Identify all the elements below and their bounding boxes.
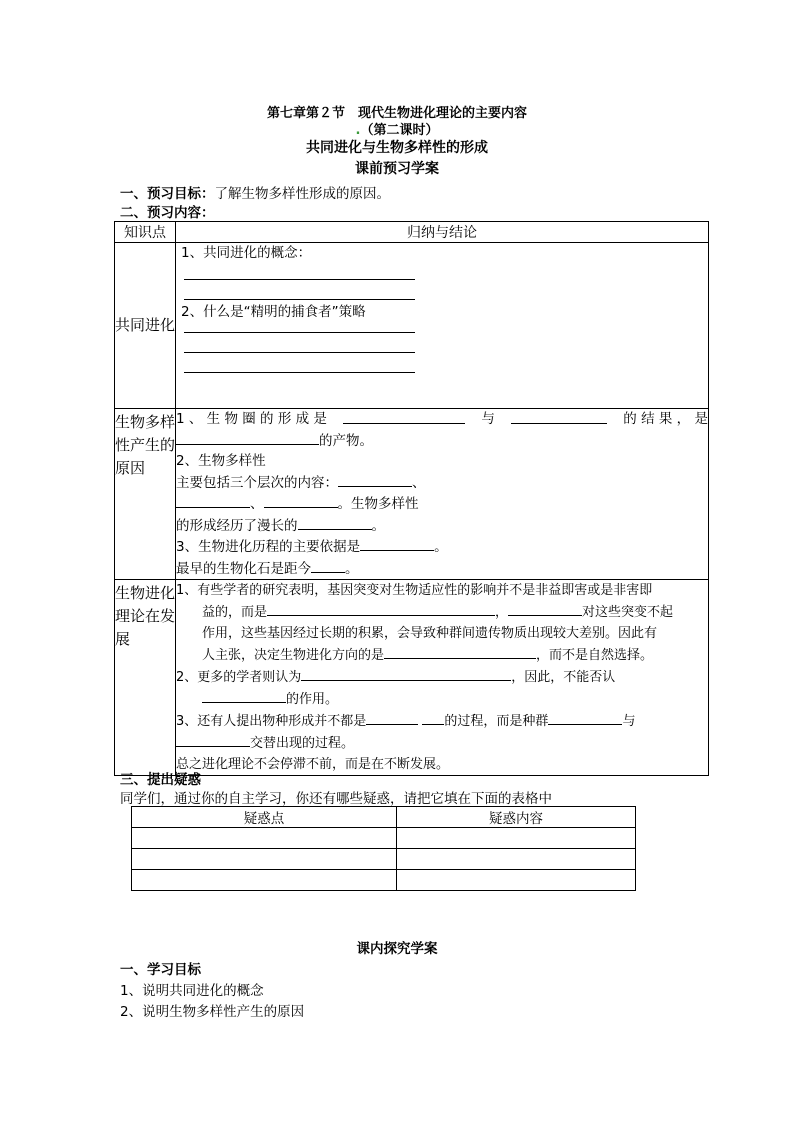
- topic-title: 共同进化与生物多样性的形成: [306, 140, 488, 156]
- row3-p1-line2: [176, 601, 708, 623]
- inclass-item: 1、说明共同进化的概念: [120, 983, 264, 999]
- inclass-item: 2、说明生物多样性产生的原因: [120, 1004, 305, 1020]
- header-knowledge-point: 知识点: [115, 222, 176, 243]
- row2-content: [176, 409, 709, 580]
- goal-label: 一、预习目标：: [120, 186, 215, 202]
- content-label: 二、预习内容：: [120, 205, 215, 221]
- row2-t3b: 、: [412, 474, 426, 491]
- row3-p3d: 交替出现的过程。: [250, 736, 355, 751]
- preview-table: [114, 221, 709, 776]
- blank[interactable]: [366, 710, 418, 725]
- blank[interactable]: [511, 409, 607, 424]
- doubt-cell[interactable]: [132, 828, 397, 849]
- preview-goal: [120, 182, 390, 202]
- row3-p1e: 作用，这些基因经过长期的积累，会导致种群间遗传物质出现较大差别。因此有: [202, 626, 658, 641]
- blank[interactable]: [202, 688, 286, 703]
- blank[interactable]: [384, 644, 536, 659]
- row2-t5b: 。: [371, 517, 385, 534]
- row3-p2a: 2、更多的学者则认为: [176, 670, 302, 685]
- row-label-diversity: [115, 409, 176, 580]
- blank[interactable]: [267, 601, 495, 616]
- row3-p1c: ，: [495, 605, 509, 620]
- row3-p1f: 人主张，决定生物进化方向的是: [202, 648, 385, 663]
- green-dot-icon: .: [355, 123, 361, 138]
- row3-p3-line1: [176, 710, 708, 732]
- row3-label-text: 生物进化理论在发展: [115, 584, 176, 648]
- row2-line4: [176, 472, 708, 494]
- row2-line6: [176, 515, 708, 537]
- row2-t5a: 的形成经历了漫长的: [176, 517, 298, 534]
- answer-line[interactable]: [184, 371, 415, 373]
- lesson-label: [0, 119, 794, 138]
- doubt-header-point: 疑惑点: [132, 807, 397, 828]
- row-label-theory: [115, 580, 176, 776]
- blank[interactable]: [343, 409, 465, 424]
- header-summary: 归纳与结论: [176, 222, 709, 243]
- row3-p1-line4: [176, 644, 708, 666]
- row2-t6b: 。: [434, 539, 448, 555]
- row2-t1b: 与: [481, 411, 495, 427]
- row3-p1a: 1、有些学者的研究表明，基因突变对生物适应性的影响并不是非益即害或是非害即: [176, 583, 653, 598]
- row3-p2-line2: [176, 688, 708, 710]
- row2-t1d: 的产物。: [319, 432, 373, 449]
- row2-t7b: 。: [345, 560, 359, 577]
- blank[interactable]: [548, 710, 622, 725]
- row3-p2-line1: [176, 666, 708, 688]
- row3-p2c: 的作用。: [286, 692, 339, 707]
- doubt-cell[interactable]: [397, 828, 636, 849]
- row1-content: [176, 243, 709, 409]
- chapter-title: 第七章第２节 现代生物进化理论的主要内容: [266, 106, 527, 121]
- blank[interactable]: [311, 558, 345, 573]
- blank[interactable]: [508, 601, 582, 616]
- blank[interactable]: [264, 493, 338, 508]
- row2-t2: 2、生物多样性: [176, 453, 266, 469]
- row2-t4b: 。生物多样性: [337, 496, 419, 512]
- row2-label-text: 生物多样性产生的原因: [115, 413, 176, 477]
- row2-line8: [176, 558, 708, 580]
- doubt-table: [131, 806, 636, 891]
- row2-line7: [176, 536, 708, 558]
- goal-text: 了解生物多样性形成的原因。: [214, 186, 390, 202]
- blank[interactable]: [176, 732, 250, 747]
- row2-t6a: 3、生物进化历程的主要依据是: [176, 539, 361, 555]
- row3-p3b: 的过程，而是种群: [444, 714, 549, 729]
- plan-title: 课前预习学案: [355, 161, 439, 177]
- doubt-cell[interactable]: [132, 870, 397, 891]
- doubt-header-content: 疑惑内容: [397, 807, 636, 828]
- row2-t4a: 、: [250, 496, 264, 512]
- row2-line2: [176, 430, 708, 452]
- doubt-text: 同学们，通过你的自主学习，你还有哪些疑惑，请把它填在下面的表格中: [120, 791, 552, 807]
- doubt-cell[interactable]: [397, 870, 636, 891]
- row3-content: [176, 580, 709, 776]
- row1-q2: 2、什么是“精明的捕食者”策略: [181, 304, 366, 320]
- inclass-goal-label: 一、学习目标: [120, 962, 201, 978]
- blank[interactable]: [422, 710, 444, 725]
- row-label-coevolution: [115, 243, 176, 409]
- blank[interactable]: [360, 536, 434, 551]
- doubt-cell[interactable]: [132, 849, 397, 870]
- row2-line5: [176, 493, 708, 515]
- row2-t7a: 最早的生物化石是距今: [176, 560, 311, 577]
- row3-p1b: 益的，而是: [202, 605, 268, 620]
- row3-p3c: 与: [622, 714, 636, 729]
- row1-label-text: 共同进化: [115, 316, 176, 334]
- doubt-cell[interactable]: [397, 849, 636, 870]
- row3-p1g: ，而不是自然选择。: [536, 648, 654, 663]
- row2-line1: [176, 409, 708, 430]
- doubt-label: 三、提出疑惑: [120, 772, 201, 788]
- row2-t1c: 的 结 果 ， 是: [623, 411, 708, 427]
- row3-p4: 总之进化理论不会停滞不前，而是在不断发展。: [176, 757, 450, 772]
- row3-p2b: ，因此，不能否认: [511, 670, 616, 685]
- blank[interactable]: [176, 430, 319, 445]
- row1-q1: 1、共同进化的概念：: [181, 245, 312, 261]
- row3-p1d: 对这些突变不起: [582, 605, 674, 620]
- blank[interactable]: [338, 472, 412, 487]
- row2-t3: 主要包括三个层次的内容：: [176, 474, 338, 491]
- lesson-text: （第二课时）: [360, 123, 439, 138]
- row3-p3-line2: [176, 732, 708, 754]
- inclass-title: 课内探究学案: [356, 941, 438, 957]
- blank[interactable]: [176, 493, 250, 508]
- row2-t1a: 1 、 生 物 圈 的 形 成 是: [176, 411, 327, 427]
- row3-p3a: 3、还有人提出物种形成并不都是: [176, 714, 367, 729]
- blank[interactable]: [301, 666, 511, 681]
- blank[interactable]: [298, 515, 372, 530]
